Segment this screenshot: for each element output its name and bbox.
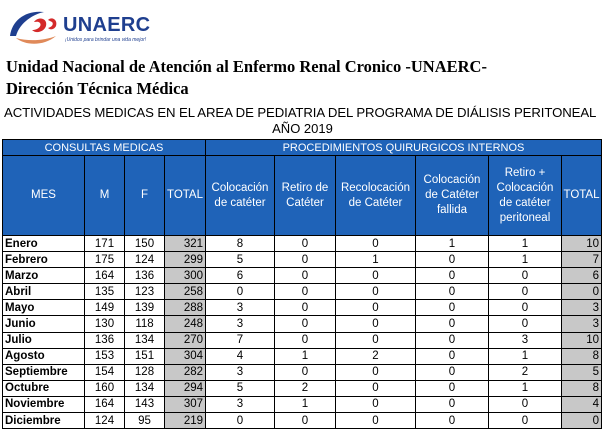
cell-m: 149: [85, 300, 125, 316]
cell-total: 270: [165, 332, 206, 348]
table-row: [3, 252, 602, 268]
cell-m: 153: [85, 348, 125, 364]
cell-fallida: 0: [416, 252, 489, 268]
cell-total: 282: [165, 364, 206, 380]
cell-retiro-colocacion: 1: [489, 252, 562, 268]
cell-retiro: 1: [275, 348, 336, 364]
cell-recolocacion: 0: [336, 364, 416, 380]
cell-colocacion: 5: [206, 252, 275, 268]
cell-recolocacion: 2: [336, 348, 416, 364]
cell-f: 134: [125, 380, 165, 396]
cell-mes: Junio: [3, 316, 85, 332]
logo-emblem-icon: [4, 6, 62, 50]
cell-fallida: 0: [416, 364, 489, 380]
table-row: [3, 332, 602, 348]
cell-total-procedimientos: 8: [562, 380, 602, 396]
cell-f: 151: [125, 348, 165, 364]
table-row: [3, 300, 602, 316]
cell-total-procedimientos: 4: [562, 396, 602, 412]
cell-recolocacion: 0: [336, 380, 416, 396]
group-header-consultas: CONSULTAS MEDICAS: [3, 140, 206, 156]
cell-total: 307: [165, 396, 206, 412]
cell-fallida: 0: [416, 268, 489, 284]
cell-retiro-colocacion: 0: [489, 300, 562, 316]
cell-mes: Diciembre: [3, 413, 85, 429]
cell-retiro-colocacion: 0: [489, 284, 562, 300]
cell-total-procedimientos: 5: [562, 364, 602, 380]
cell-m: 135: [85, 284, 125, 300]
col-header-recolocacion: Recolocación de Catéter: [336, 156, 416, 236]
cell-retiro-colocacion: 0: [489, 396, 562, 412]
cell-colocacion: 3: [206, 300, 275, 316]
cell-colocacion: 8: [206, 236, 275, 252]
logo-tagline: ¡Unidos para brindar una vida mejor!: [65, 37, 147, 43]
cell-fallida: 0: [416, 380, 489, 396]
cell-fallida: 0: [416, 316, 489, 332]
cell-recolocacion: 0: [336, 284, 416, 300]
cell-f: 128: [125, 364, 165, 380]
cell-total: 304: [165, 348, 206, 364]
cell-f: 134: [125, 332, 165, 348]
cell-fallida: 0: [416, 413, 489, 429]
cell-total-procedimientos: 10: [562, 332, 602, 348]
cell-total-procedimientos: 3: [562, 316, 602, 332]
cell-total-procedimientos: 8: [562, 348, 602, 364]
cell-retiro: 2: [275, 380, 336, 396]
cell-retiro: 0: [275, 300, 336, 316]
cell-colocacion: 3: [206, 396, 275, 412]
table-row: [3, 396, 602, 412]
cell-colocacion: 7: [206, 332, 275, 348]
cell-recolocacion: 0: [336, 236, 416, 252]
heading-report-title: ACTIVIDADES MEDICAS EN EL AREA DE PEDIATRIA DEL PROGRAMA DE DIÁLISIS PERITONEAL: [4, 105, 597, 120]
cell-retiro: 0: [275, 413, 336, 429]
group-header-procedimientos: PROCEDIMIENTOS QUIRURGICOS INTERNOS: [206, 140, 602, 156]
cell-fallida: 0: [416, 396, 489, 412]
cell-recolocacion: 0: [336, 316, 416, 332]
cell-retiro: 0: [275, 332, 336, 348]
cell-fallida: 0: [416, 348, 489, 364]
cell-retiro-colocacion: 0: [489, 413, 562, 429]
cell-colocacion: 3: [206, 364, 275, 380]
col-header-f: F: [125, 156, 165, 236]
cell-retiro-colocacion: 2: [489, 364, 562, 380]
cell-mes: Febrero: [3, 252, 85, 268]
heading-year: AÑO 2019: [272, 121, 333, 136]
cell-f: 139: [125, 300, 165, 316]
heading-institution: Unidad Nacional de Atención al Enfermo Renal Cronico -UNAERC-: [6, 57, 487, 76]
col-header-total: TOTAL: [165, 156, 206, 236]
cell-total-procedimientos: 0: [562, 413, 602, 429]
cell-total: 219: [165, 413, 206, 429]
cell-retiro: 0: [275, 236, 336, 252]
cell-total-procedimientos: 10: [562, 236, 602, 252]
cell-retiro: 0: [275, 316, 336, 332]
cell-retiro: 0: [275, 284, 336, 300]
table-row: [3, 316, 602, 332]
cell-mes: Octubre: [3, 380, 85, 396]
col-header-m: M: [85, 156, 125, 236]
cell-f: 123: [125, 284, 165, 300]
col-header-mes: MES: [3, 156, 85, 236]
cell-colocacion: 0: [206, 284, 275, 300]
cell-recolocacion: 0: [336, 332, 416, 348]
cell-total: 248: [165, 316, 206, 332]
cell-f: 143: [125, 396, 165, 412]
table-row: [3, 284, 602, 300]
cell-colocacion: 4: [206, 348, 275, 364]
cell-mes: Julio: [3, 332, 85, 348]
cell-retiro-colocacion: 1: [489, 236, 562, 252]
cell-recolocacion: 0: [336, 396, 416, 412]
cell-total: 258: [165, 284, 206, 300]
cell-mes: Noviembre: [3, 396, 85, 412]
cell-m: 160: [85, 380, 125, 396]
cell-total-procedimientos: 7: [562, 252, 602, 268]
unaerc-logo: [4, 6, 154, 50]
cell-retiro-colocacion: 3: [489, 332, 562, 348]
cell-mes: Abril: [3, 284, 85, 300]
cell-retiro-colocacion: 0: [489, 316, 562, 332]
cell-fallida: 0: [416, 300, 489, 316]
col-header-colocacion: Colocación de catéter: [206, 156, 275, 236]
cell-colocacion: 6: [206, 268, 275, 284]
cell-recolocacion: 1: [336, 252, 416, 268]
cell-total: 288: [165, 300, 206, 316]
cell-retiro-colocacion: 1: [489, 380, 562, 396]
table-row: [3, 413, 602, 429]
col-header-retiro: Retiro de Catéter: [275, 156, 336, 236]
cell-total-procedimientos: 6: [562, 268, 602, 284]
cell-m: 175: [85, 252, 125, 268]
table-row: [3, 268, 602, 284]
cell-m: 164: [85, 268, 125, 284]
cell-m: 164: [85, 396, 125, 412]
cell-mes: Marzo: [3, 268, 85, 284]
cell-recolocacion: 0: [336, 413, 416, 429]
cell-fallida: 0: [416, 332, 489, 348]
activities-table: [2, 139, 602, 429]
cell-total-procedimientos: 3: [562, 300, 602, 316]
cell-mes: Enero: [3, 236, 85, 252]
cell-fallida: 1: [416, 236, 489, 252]
table-row: [3, 380, 602, 396]
cell-retiro: 0: [275, 364, 336, 380]
cell-recolocacion: 0: [336, 300, 416, 316]
col-header-retiro-colocacion: Retiro + Colocación de catéter peritoneal: [489, 156, 562, 236]
cell-retiro: 1: [275, 396, 336, 412]
cell-total: 299: [165, 252, 206, 268]
cell-total: 321: [165, 236, 206, 252]
cell-mes: Mayo: [3, 300, 85, 316]
cell-retiro: 0: [275, 268, 336, 284]
cell-retiro-colocacion: 1: [489, 348, 562, 364]
cell-retiro-colocacion: 0: [489, 268, 562, 284]
cell-f: 95: [125, 413, 165, 429]
cell-f: 124: [125, 252, 165, 268]
col-header-fallida: Colocación de Catéter fallida: [416, 156, 489, 236]
cell-fallida: 0: [416, 284, 489, 300]
cell-mes: Septiembre: [3, 364, 85, 380]
cell-mes: Agosto: [3, 348, 85, 364]
cell-colocacion: 0: [206, 413, 275, 429]
cell-total: 300: [165, 268, 206, 284]
logo-text: UNAERC: [63, 14, 151, 36]
cell-m: 130: [85, 316, 125, 332]
table-row: [3, 364, 602, 380]
cell-m: 124: [85, 413, 125, 429]
table-row: [3, 236, 602, 252]
cell-colocacion: 3: [206, 316, 275, 332]
cell-total: 294: [165, 380, 206, 396]
cell-m: 171: [85, 236, 125, 252]
table-row: [3, 348, 602, 364]
cell-f: 118: [125, 316, 165, 332]
cell-m: 136: [85, 332, 125, 348]
cell-f: 150: [125, 236, 165, 252]
cell-recolocacion: 0: [336, 268, 416, 284]
heading-department: Dirección Técnica Médica: [6, 79, 189, 98]
cell-colocacion: 5: [206, 380, 275, 396]
cell-total-procedimientos: 0: [562, 284, 602, 300]
cell-retiro: 0: [275, 252, 336, 268]
col-header-total-procedimientos: TOTAL: [562, 156, 602, 236]
cell-m: 154: [85, 364, 125, 380]
cell-f: 136: [125, 268, 165, 284]
